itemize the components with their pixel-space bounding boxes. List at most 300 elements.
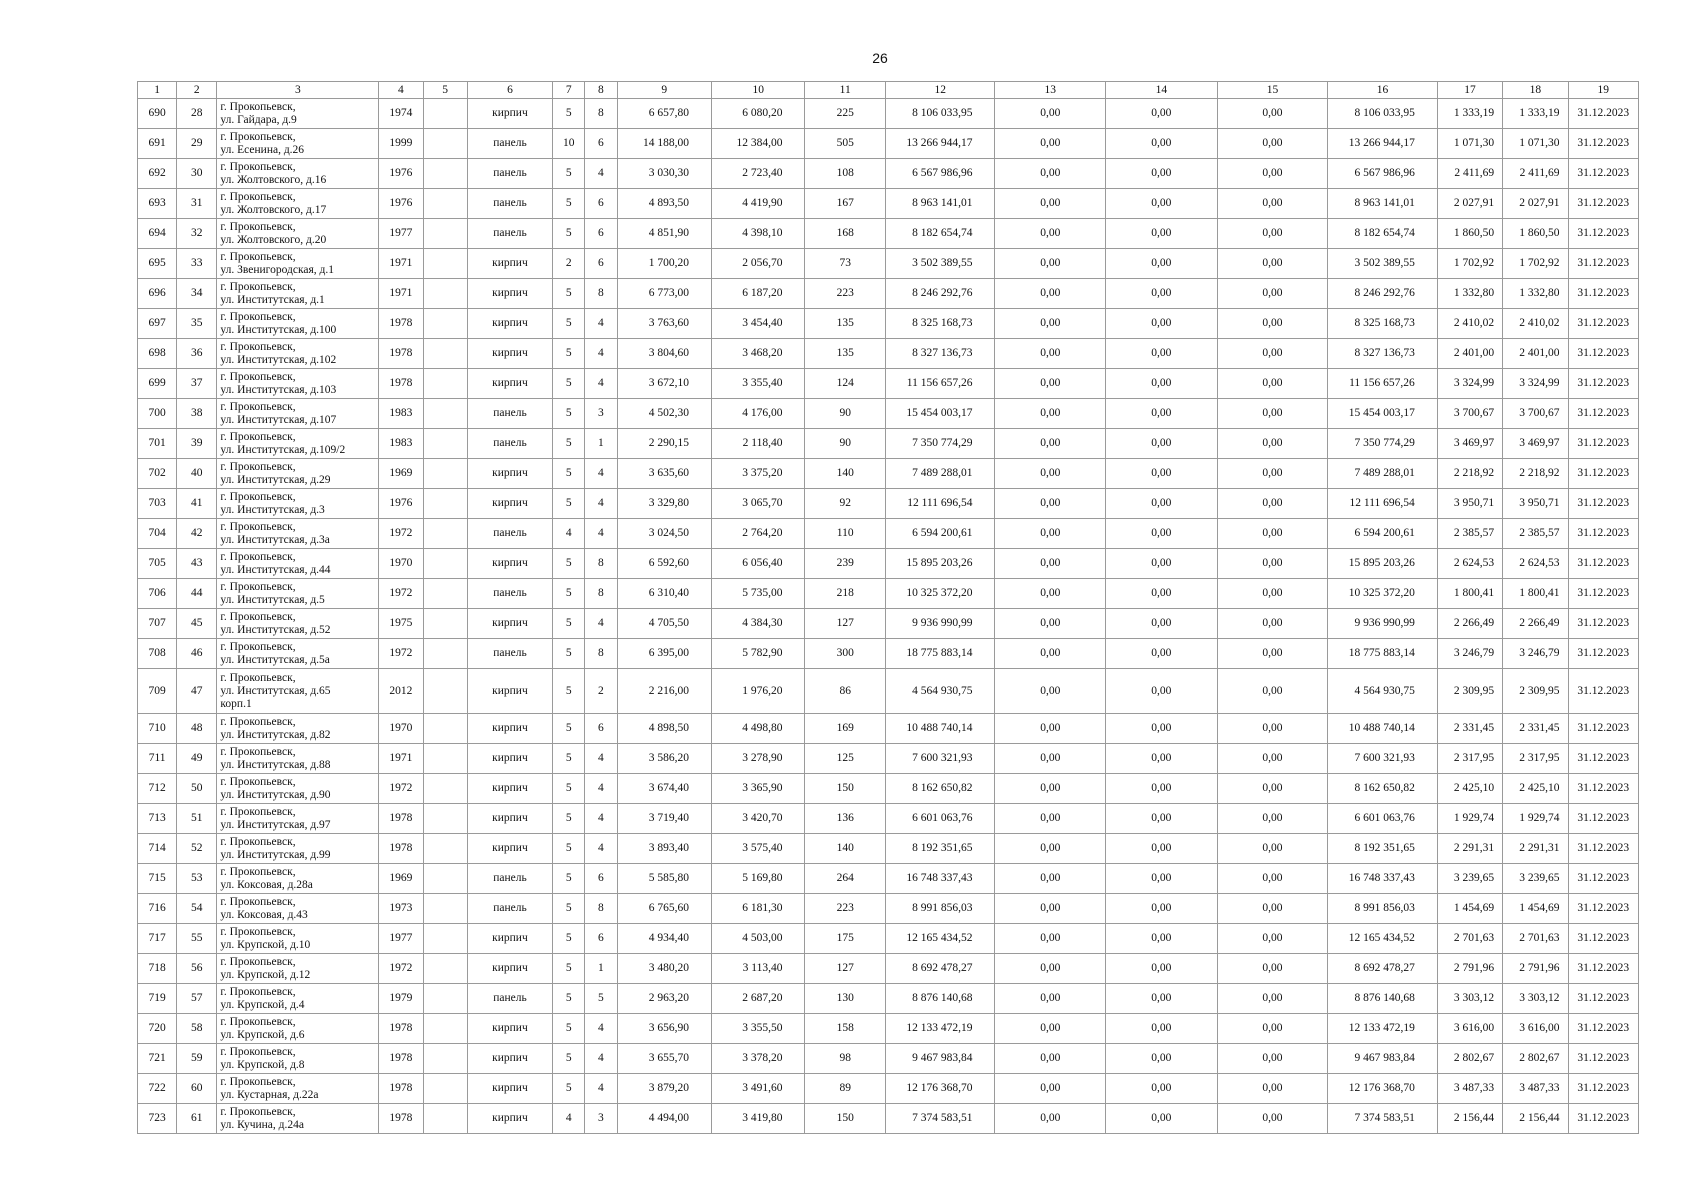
col15-cell: 0,00 <box>1217 1014 1328 1044</box>
address-line: ул. Жолтовского, д.20 <box>220 233 327 246</box>
build-year-cell: 1970 <box>379 714 423 744</box>
col13-cell: 0,00 <box>995 954 1106 984</box>
entrances-cell: 6 <box>585 864 617 894</box>
col15-cell: 0,00 <box>1217 99 1328 129</box>
col14-cell: 0,00 <box>1106 774 1218 804</box>
address-line: ул. Институтская, д.103 <box>220 383 337 396</box>
living-area-cell: 3 491,60 <box>712 1074 805 1104</box>
entrances-cell: 4 <box>585 1044 617 1074</box>
unit-cost-2-cell: 2 701,63 <box>1503 924 1568 954</box>
unit-cost-cell: 1 071,30 <box>1437 129 1502 159</box>
col14-cell: 0,00 <box>1106 834 1218 864</box>
address-cell <box>217 159 379 189</box>
cost-sum-cell: 18 775 883,14 <box>1328 639 1438 669</box>
row-number-cell: 699 <box>138 369 177 399</box>
col15-cell: 0,00 <box>1217 924 1328 954</box>
col14-cell: 0,00 <box>1106 99 1218 129</box>
unit-cost-cell: 2 385,57 <box>1437 519 1502 549</box>
row-number-cell: 716 <box>138 894 177 924</box>
local-number-cell: 41 <box>177 489 217 519</box>
date-cell: 31.12.2023 <box>1568 129 1639 159</box>
address-line: г. Прокопьевск, <box>220 1045 296 1058</box>
floors-cell: 5 <box>553 309 585 339</box>
living-area-cell: 2 723,40 <box>712 159 805 189</box>
entrances-cell: 2 <box>585 669 617 714</box>
cost-sum-cell: 12 133 472,19 <box>1328 1014 1438 1044</box>
address-line: г. Прокопьевск, <box>220 550 296 563</box>
table-row <box>138 159 1639 189</box>
col15-cell: 0,00 <box>1217 399 1328 429</box>
col15-cell: 0,00 <box>1217 519 1328 549</box>
unit-cost-cell: 3 469,97 <box>1437 429 1502 459</box>
address-cell <box>217 519 379 549</box>
table-row <box>138 459 1639 489</box>
entrances-cell: 8 <box>585 99 617 129</box>
residents-cell: 239 <box>805 549 885 579</box>
col15-cell: 0,00 <box>1217 459 1328 489</box>
total-area-cell: 3 656,90 <box>617 1014 712 1044</box>
date-cell: 31.12.2023 <box>1568 519 1639 549</box>
table-row <box>138 369 1639 399</box>
cost-total-cell: 6 594 200,61 <box>885 519 995 549</box>
row-number-cell: 692 <box>138 159 177 189</box>
local-number-cell: 42 <box>177 519 217 549</box>
cost-sum-cell: 8 325 168,73 <box>1328 309 1438 339</box>
living-area-cell: 3 575,40 <box>712 834 805 864</box>
entrances-cell: 8 <box>585 579 617 609</box>
unit-cost-cell: 2 291,31 <box>1437 834 1502 864</box>
unit-cost-2-cell: 2 401,00 <box>1503 339 1568 369</box>
row-number-cell: 696 <box>138 279 177 309</box>
wall-material-cell: кирпич <box>467 1104 552 1134</box>
residents-cell: 136 <box>805 804 885 834</box>
col5-cell <box>423 924 467 954</box>
entrances-cell: 4 <box>585 369 617 399</box>
residents-cell: 110 <box>805 519 885 549</box>
table-row <box>138 489 1639 519</box>
unit-cost-cell: 2 309,95 <box>1437 669 1502 714</box>
living-area-cell: 12 384,00 <box>712 129 805 159</box>
col14-cell: 0,00 <box>1106 459 1218 489</box>
col5-cell <box>423 894 467 924</box>
residents-cell: 135 <box>805 339 885 369</box>
living-area-cell: 6 181,30 <box>712 894 805 924</box>
table-row <box>138 954 1639 984</box>
build-year-cell: 1976 <box>379 189 423 219</box>
date-cell: 31.12.2023 <box>1568 669 1639 714</box>
residents-cell: 223 <box>805 279 885 309</box>
unit-cost-cell: 1 454,69 <box>1437 894 1502 924</box>
col14-cell: 0,00 <box>1106 669 1218 714</box>
cost-total-cell: 8 192 351,65 <box>885 834 995 864</box>
cost-sum-cell: 6 594 200,61 <box>1328 519 1438 549</box>
address-line: ул. Крупской, д.10 <box>220 938 311 951</box>
address-cell <box>217 1104 379 1134</box>
unit-cost-2-cell: 2 425,10 <box>1503 774 1568 804</box>
living-area-cell: 3 375,20 <box>712 459 805 489</box>
date-cell: 31.12.2023 <box>1568 459 1639 489</box>
floors-cell: 5 <box>553 99 585 129</box>
col13-cell: 0,00 <box>995 924 1106 954</box>
cost-sum-cell: 10 488 740,14 <box>1328 714 1438 744</box>
build-year-cell: 1978 <box>379 309 423 339</box>
total-area-cell: 2 216,00 <box>617 669 712 714</box>
build-year-cell: 1983 <box>379 399 423 429</box>
col14-cell: 0,00 <box>1106 924 1218 954</box>
address-line: г. Прокопьевск, <box>220 280 296 293</box>
living-area-cell: 3 378,20 <box>712 1044 805 1074</box>
cost-total-cell: 12 165 434,52 <box>885 924 995 954</box>
wall-material-cell: панель <box>467 399 552 429</box>
column-header: 4 <box>379 82 423 99</box>
unit-cost-cell: 2 266,49 <box>1437 609 1502 639</box>
total-area-cell: 3 586,20 <box>617 744 712 774</box>
wall-material-cell: кирпич <box>467 774 552 804</box>
residents-cell: 175 <box>805 924 885 954</box>
col15-cell: 0,00 <box>1217 279 1328 309</box>
address-line: г. Прокопьевск, <box>220 1075 296 1088</box>
total-area-cell: 3 635,60 <box>617 459 712 489</box>
col13-cell: 0,00 <box>995 834 1106 864</box>
total-area-cell: 6 765,60 <box>617 894 712 924</box>
address-line: ул. Институтская, д.97 <box>220 818 331 831</box>
living-area-cell: 4 176,00 <box>712 399 805 429</box>
col14-cell: 0,00 <box>1106 744 1218 774</box>
local-number-cell: 45 <box>177 609 217 639</box>
cost-sum-cell: 7 350 774,29 <box>1328 429 1438 459</box>
unit-cost-2-cell: 2 291,31 <box>1503 834 1568 864</box>
cost-total-cell: 15 454 003,17 <box>885 399 995 429</box>
address-cell <box>217 489 379 519</box>
cost-total-cell: 8 876 140,68 <box>885 984 995 1014</box>
unit-cost-cell: 3 303,12 <box>1437 984 1502 1014</box>
total-area-cell: 3 879,20 <box>617 1074 712 1104</box>
col15-cell: 0,00 <box>1217 894 1328 924</box>
table-row <box>138 924 1639 954</box>
cost-total-cell: 8 991 856,03 <box>885 894 995 924</box>
address-line: г. Прокопьевск, <box>220 715 296 728</box>
wall-material-cell: кирпич <box>467 99 552 129</box>
address-cell <box>217 189 379 219</box>
living-area-cell: 5 782,90 <box>712 639 805 669</box>
col15-cell: 0,00 <box>1217 309 1328 339</box>
address-cell <box>217 774 379 804</box>
table-row <box>138 744 1639 774</box>
col15-cell: 0,00 <box>1217 489 1328 519</box>
residents-cell: 90 <box>805 429 885 459</box>
date-cell: 31.12.2023 <box>1568 984 1639 1014</box>
local-number-cell: 48 <box>177 714 217 744</box>
unit-cost-2-cell: 2 791,96 <box>1503 954 1568 984</box>
wall-material-cell: кирпич <box>467 744 552 774</box>
cost-total-cell: 6 567 986,96 <box>885 159 995 189</box>
cost-sum-cell: 9 936 990,99 <box>1328 609 1438 639</box>
unit-cost-2-cell: 2 385,57 <box>1503 519 1568 549</box>
address-line: ул. Институтская, д.3а <box>220 533 330 546</box>
row-number-cell: 714 <box>138 834 177 864</box>
row-number-cell: 705 <box>138 549 177 579</box>
address-line: ул. Коксовая, д.43 <box>220 908 308 921</box>
col15-cell: 0,00 <box>1217 129 1328 159</box>
cost-sum-cell: 12 165 434,52 <box>1328 924 1438 954</box>
col13-cell: 0,00 <box>995 519 1106 549</box>
unit-cost-2-cell: 1 702,92 <box>1503 249 1568 279</box>
address-line: ул. Есенина, д.26 <box>220 143 305 156</box>
col5-cell <box>423 399 467 429</box>
column-header: 12 <box>885 82 995 99</box>
column-header: 2 <box>177 82 217 99</box>
floors-cell: 5 <box>553 399 585 429</box>
table-row <box>138 249 1639 279</box>
residents-cell: 130 <box>805 984 885 1014</box>
table-row <box>138 1104 1639 1134</box>
unit-cost-cell: 2 802,67 <box>1437 1044 1502 1074</box>
address-line: г. Прокопьевск, <box>220 835 296 848</box>
unit-cost-2-cell: 2 317,95 <box>1503 744 1568 774</box>
address-cell <box>217 954 379 984</box>
floors-cell: 5 <box>553 1014 585 1044</box>
residents-cell: 89 <box>805 1074 885 1104</box>
build-year-cell: 1978 <box>379 1104 423 1134</box>
col13-cell: 0,00 <box>995 1074 1106 1104</box>
address-cell <box>217 99 379 129</box>
date-cell: 31.12.2023 <box>1568 1104 1639 1134</box>
unit-cost-cell: 1 333,19 <box>1437 99 1502 129</box>
entrances-cell: 4 <box>585 159 617 189</box>
unit-cost-2-cell: 3 616,00 <box>1503 1014 1568 1044</box>
date-cell: 31.12.2023 <box>1568 954 1639 984</box>
wall-material-cell: кирпич <box>467 1074 552 1104</box>
column-header: 14 <box>1106 82 1218 99</box>
address-line: ул. Жолтовского, д.17 <box>220 203 327 216</box>
col14-cell: 0,00 <box>1106 1074 1218 1104</box>
address-line: г. Прокопьевск, <box>220 985 296 998</box>
unit-cost-2-cell: 3 324,99 <box>1503 369 1568 399</box>
address-cell <box>217 219 379 249</box>
address-line: ул. Звенигородская, д.1 <box>220 263 335 276</box>
address-cell <box>217 249 379 279</box>
col15-cell: 0,00 <box>1217 984 1328 1014</box>
entrances-cell: 4 <box>585 834 617 864</box>
wall-material-cell: панель <box>467 579 552 609</box>
address-cell <box>217 924 379 954</box>
wall-material-cell: панель <box>467 429 552 459</box>
col5-cell <box>423 1104 467 1134</box>
residents-cell: 264 <box>805 864 885 894</box>
unit-cost-cell: 2 218,92 <box>1437 459 1502 489</box>
col13-cell: 0,00 <box>995 159 1106 189</box>
floors-cell: 5 <box>553 189 585 219</box>
unit-cost-cell: 3 950,71 <box>1437 489 1502 519</box>
col14-cell: 0,00 <box>1106 1104 1218 1134</box>
address-line: г. Прокопьевск, <box>220 520 296 533</box>
col14-cell: 0,00 <box>1106 894 1218 924</box>
build-year-cell: 1976 <box>379 489 423 519</box>
date-cell: 31.12.2023 <box>1568 1014 1639 1044</box>
address-line: ул. Институтская, д.107 <box>220 413 337 426</box>
cost-total-cell: 8 963 141,01 <box>885 189 995 219</box>
col13-cell: 0,00 <box>995 714 1106 744</box>
col13-cell: 0,00 <box>995 459 1106 489</box>
table-row <box>138 519 1639 549</box>
unit-cost-cell: 2 331,45 <box>1437 714 1502 744</box>
row-number-cell: 711 <box>138 744 177 774</box>
col5-cell <box>423 309 467 339</box>
date-cell: 31.12.2023 <box>1568 804 1639 834</box>
col14-cell: 0,00 <box>1106 129 1218 159</box>
unit-cost-2-cell: 2 156,44 <box>1503 1104 1568 1134</box>
unit-cost-2-cell: 3 303,12 <box>1503 984 1568 1014</box>
address-cell <box>217 339 379 369</box>
date-cell: 31.12.2023 <box>1568 159 1639 189</box>
cost-sum-cell: 10 325 372,20 <box>1328 579 1438 609</box>
date-cell: 31.12.2023 <box>1568 309 1639 339</box>
cost-sum-cell: 12 176 368,70 <box>1328 1074 1438 1104</box>
build-year-cell: 2012 <box>379 669 423 714</box>
unit-cost-cell: 2 401,00 <box>1437 339 1502 369</box>
unit-cost-cell: 3 616,00 <box>1437 1014 1502 1044</box>
col13-cell: 0,00 <box>995 369 1106 399</box>
address-line: ул. Гайдара, д.9 <box>220 113 297 126</box>
floors-cell: 5 <box>553 579 585 609</box>
living-area-cell: 2 118,40 <box>712 429 805 459</box>
table-row <box>138 1044 1639 1074</box>
unit-cost-2-cell: 1 860,50 <box>1503 219 1568 249</box>
table-row <box>138 1074 1639 1104</box>
address-line: ул. Кустарная, д.22а <box>220 1088 319 1101</box>
floors-cell: 5 <box>553 1044 585 1074</box>
row-number-cell: 701 <box>138 429 177 459</box>
address-cell <box>217 639 379 669</box>
address-line: г. Прокопьевск, <box>220 250 296 263</box>
col5-cell <box>423 669 467 714</box>
local-number-cell: 58 <box>177 1014 217 1044</box>
date-cell: 31.12.2023 <box>1568 744 1639 774</box>
entrances-cell: 3 <box>585 399 617 429</box>
address-line: ул. Институтская, д.29 <box>220 473 331 486</box>
column-number-header <box>138 82 1639 99</box>
build-year-cell: 1978 <box>379 834 423 864</box>
residents-cell: 98 <box>805 1044 885 1074</box>
build-year-cell: 1978 <box>379 369 423 399</box>
local-number-cell: 57 <box>177 984 217 1014</box>
floors-cell: 5 <box>553 864 585 894</box>
cost-sum-cell: 8 192 351,65 <box>1328 834 1438 864</box>
col14-cell: 0,00 <box>1106 219 1218 249</box>
living-area-cell: 3 365,90 <box>712 774 805 804</box>
residents-cell: 127 <box>805 609 885 639</box>
col14-cell: 0,00 <box>1106 189 1218 219</box>
entrances-cell: 1 <box>585 954 617 984</box>
wall-material-cell: панель <box>467 984 552 1014</box>
residents-cell: 223 <box>805 894 885 924</box>
residents-cell: 169 <box>805 714 885 744</box>
unit-cost-2-cell: 3 700,67 <box>1503 399 1568 429</box>
cost-sum-cell: 8 182 654,74 <box>1328 219 1438 249</box>
col13-cell: 0,00 <box>995 1014 1106 1044</box>
address-line: г. Прокопьевск, <box>220 340 296 353</box>
table-body <box>138 99 1639 1134</box>
cost-total-cell: 8 327 136,73 <box>885 339 995 369</box>
floors-cell: 5 <box>553 639 585 669</box>
address-cell <box>217 609 379 639</box>
unit-cost-cell: 1 929,74 <box>1437 804 1502 834</box>
unit-cost-2-cell: 1 332,80 <box>1503 279 1568 309</box>
wall-material-cell: панель <box>467 894 552 924</box>
address-line: г. Прокопьевск, <box>220 160 296 173</box>
cost-total-cell: 8 162 650,82 <box>885 774 995 804</box>
address-line: ул. Институтская, д.52 <box>220 623 331 636</box>
col13-cell: 0,00 <box>995 279 1106 309</box>
address-line: г. Прокопьевск, <box>220 955 296 968</box>
total-area-cell: 2 963,20 <box>617 984 712 1014</box>
address-line: г. Прокопьевск, <box>220 895 296 908</box>
cost-sum-cell: 15 895 203,26 <box>1328 549 1438 579</box>
col14-cell: 0,00 <box>1106 609 1218 639</box>
floors-cell: 5 <box>553 984 585 1014</box>
address-line: ул. Институтская, д.109/2 <box>220 443 346 456</box>
unit-cost-2-cell: 2 027,91 <box>1503 189 1568 219</box>
col5-cell <box>423 714 467 744</box>
entrances-cell: 4 <box>585 489 617 519</box>
address-line: г. Прокопьевск, <box>220 1015 296 1028</box>
wall-material-cell: кирпич <box>467 1014 552 1044</box>
local-number-cell: 55 <box>177 924 217 954</box>
total-area-cell: 3 763,60 <box>617 309 712 339</box>
floors-cell: 5 <box>553 774 585 804</box>
address-line: ул. Институтская, д.88 <box>220 758 331 771</box>
table-row <box>138 429 1639 459</box>
unit-cost-2-cell: 2 218,92 <box>1503 459 1568 489</box>
living-area-cell: 4 498,80 <box>712 714 805 744</box>
cost-sum-cell: 8 327 136,73 <box>1328 339 1438 369</box>
total-area-cell: 6 592,60 <box>617 549 712 579</box>
unit-cost-cell: 2 411,69 <box>1437 159 1502 189</box>
row-number-cell: 697 <box>138 309 177 339</box>
table-row <box>138 714 1639 744</box>
table-row <box>138 984 1639 1014</box>
address-cell <box>217 279 379 309</box>
residents-cell: 167 <box>805 189 885 219</box>
cost-total-cell: 9 467 983,84 <box>885 1044 995 1074</box>
build-year-cell: 1977 <box>379 924 423 954</box>
total-area-cell: 3 719,40 <box>617 804 712 834</box>
address-cell <box>217 129 379 159</box>
address-cell <box>217 804 379 834</box>
col14-cell: 0,00 <box>1106 639 1218 669</box>
unit-cost-cell: 2 624,53 <box>1437 549 1502 579</box>
build-year-cell: 1972 <box>379 579 423 609</box>
floors-cell: 5 <box>553 609 585 639</box>
total-area-cell: 4 705,50 <box>617 609 712 639</box>
floors-cell: 5 <box>553 549 585 579</box>
total-area-cell: 3 672,10 <box>617 369 712 399</box>
table-row <box>138 189 1639 219</box>
date-cell: 31.12.2023 <box>1568 219 1639 249</box>
address-line: корп.1 <box>220 697 252 710</box>
col14-cell: 0,00 <box>1106 489 1218 519</box>
unit-cost-2-cell: 2 410,02 <box>1503 309 1568 339</box>
cost-sum-cell: 7 600 321,93 <box>1328 744 1438 774</box>
col13-cell: 0,00 <box>995 429 1106 459</box>
entrances-cell: 4 <box>585 1074 617 1104</box>
col5-cell <box>423 864 467 894</box>
date-cell: 31.12.2023 <box>1568 579 1639 609</box>
entrances-cell: 4 <box>585 459 617 489</box>
build-year-cell: 1999 <box>379 129 423 159</box>
cost-sum-cell: 6 567 986,96 <box>1328 159 1438 189</box>
cost-total-cell: 12 176 368,70 <box>885 1074 995 1104</box>
